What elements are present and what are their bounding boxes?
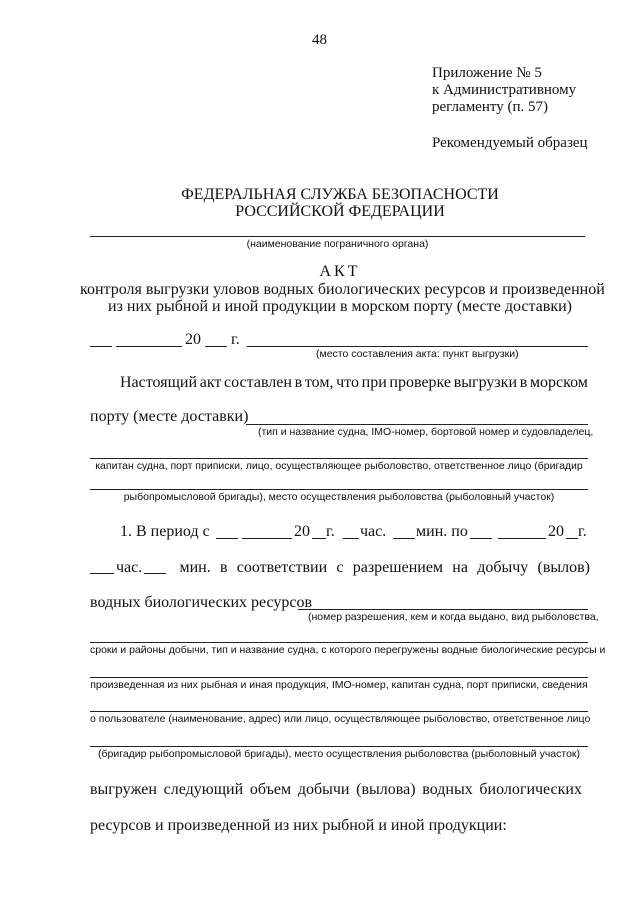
- appendix-line-2: к Административному: [432, 82, 577, 98]
- page-number: 48: [312, 32, 327, 48]
- end-year-suffix: г.: [578, 523, 587, 540]
- intro-word: акт: [199, 374, 222, 391]
- final-word: следующий: [163, 781, 244, 798]
- permit-word: разрешением: [352, 559, 444, 576]
- appendix-line-3: регламенту (п. 57): [432, 99, 548, 115]
- year-prefix: 20: [185, 331, 201, 348]
- agency-line-1: ФЕДЕРАЛЬНАЯ СЛУЖБА БЕЗОПАСНОСТИ: [181, 186, 499, 203]
- unloaded-volume-line-2: ресурсов и произведенной из них рыбной и иной продукции:: [90, 817, 507, 834]
- end-month-field[interactable]: [498, 538, 546, 539]
- permit-details-field-3[interactable]: [90, 711, 588, 712]
- permit-details-field-1[interactable]: [90, 642, 588, 643]
- final-word: добычи: [297, 781, 350, 798]
- permit-word: в: [219, 559, 228, 576]
- intro-word: том,: [304, 374, 334, 391]
- brigade-field[interactable]: [90, 489, 588, 490]
- start-minute-label: мин. по: [416, 523, 468, 540]
- start-year-suffix: г.: [326, 523, 335, 540]
- start-minute-field[interactable]: [393, 538, 415, 539]
- year-field[interactable]: [205, 346, 227, 347]
- permit-caption-5: (бригадир рыбопромысловой бригады), место осуществления рыболовства (рыболовный участок): [98, 748, 580, 760]
- vessel-caption-3: рыбопромысловой бригады), место осуществления рыболовства (рыболовный участок): [123, 491, 555, 503]
- vessel-caption-2: капитан судна, порт приписки, лицо, осуществляющее рыболовство, ответственное лицо (бригадир: [95, 460, 583, 472]
- permit-word: соответствии: [236, 559, 328, 576]
- day-field[interactable]: [90, 346, 112, 347]
- end-day-field[interactable]: [470, 538, 492, 539]
- permit-caption-1: (номер разрешения, кем и когда выдано, вид рыболовства,: [308, 611, 599, 623]
- permit-field[interactable]: [298, 609, 588, 610]
- final-word: биологических: [479, 781, 582, 798]
- act-title: АКТ: [319, 263, 361, 280]
- year-suffix: г.: [231, 331, 240, 348]
- permit-caption-4: о пользователе (наименование, адрес) или лицо, осуществляющее рыболовство, ответственное лицо: [90, 713, 591, 725]
- intro-word: морском: [529, 374, 588, 391]
- agency-line-2: РОССИЙСКОЙ ФЕДЕРАЦИИ: [235, 203, 445, 220]
- intro-word: проверке: [389, 374, 452, 391]
- place-caption: (место составления акта: пункт выгрузки): [316, 348, 519, 360]
- permit-word: на: [452, 559, 468, 576]
- final-word: выгружен: [90, 781, 157, 798]
- vessel-caption-1: (тип и название судна, IMO-номер, бортовой номер и судовладелец,: [258, 426, 594, 438]
- end-year-field[interactable]: [566, 538, 578, 539]
- permit-caption-3: произведенная из них рыбная и иная продукция, IMO-номер, капитан судна, порт приписки, сведения: [90, 679, 588, 691]
- end-hour-label: час.: [116, 559, 143, 576]
- intro-word: в: [519, 374, 528, 391]
- permit-word: мин.: [179, 559, 211, 576]
- start-hour-label: час.: [360, 523, 387, 540]
- appendix-line-1: Приложение № 5: [432, 65, 542, 81]
- act-subtitle-line-2: из них рыбной и иной продукции в морском порту (месте доставки): [108, 298, 572, 315]
- intro-word: что: [336, 374, 359, 391]
- sample-label: Рекомендуемый образец: [432, 135, 588, 151]
- start-year-field[interactable]: [312, 538, 326, 539]
- captain-field[interactable]: [90, 458, 588, 459]
- intro-word: Настоящий: [120, 374, 198, 391]
- permit-details-field-2[interactable]: [90, 677, 588, 678]
- act-subtitle-line-1: контроля выгрузки уловов водных биологических ресурсов и произведенной: [80, 281, 605, 298]
- period-label: 1. В период с: [120, 523, 210, 540]
- final-word: объем: [249, 781, 292, 798]
- end-hour-field[interactable]: [90, 573, 114, 574]
- intro-line-1: [120, 374, 588, 392]
- permit-details-field-4[interactable]: [90, 746, 588, 747]
- end-year-prefix: 20: [548, 523, 564, 540]
- intro-word: в: [294, 374, 303, 391]
- final-word: (вылова): [356, 781, 416, 798]
- permit-line: [116, 559, 590, 577]
- intro-word: составлен: [224, 374, 292, 391]
- month-field[interactable]: [116, 346, 182, 347]
- final-word: водных: [422, 781, 473, 798]
- intro-word: при: [361, 374, 387, 391]
- aquatic-resources-label: водных биологических ресурсов: [90, 594, 313, 611]
- intro-word: выгрузки: [453, 374, 518, 391]
- permit-word: (вылов): [537, 559, 590, 576]
- permit-word: с: [336, 559, 344, 576]
- intro-line-2: порту (месте доставки): [90, 408, 249, 425]
- place-field[interactable]: [247, 346, 588, 347]
- start-hour-field[interactable]: [343, 538, 359, 539]
- permit-caption-2: сроки и районы добычи, тип и название судна, с которого перегружены водные биологические ресурсы и: [90, 644, 606, 656]
- start-year-prefix: 20: [294, 523, 310, 540]
- border-authority-field[interactable]: [90, 236, 585, 237]
- start-day-field[interactable]: [216, 538, 238, 539]
- vessel-field[interactable]: [246, 424, 588, 425]
- unloaded-volume-line: [90, 781, 582, 799]
- border-authority-caption: (наименование пограничного органа): [246, 238, 429, 250]
- permit-word: добычу: [477, 559, 529, 576]
- start-month-field[interactable]: [242, 538, 292, 539]
